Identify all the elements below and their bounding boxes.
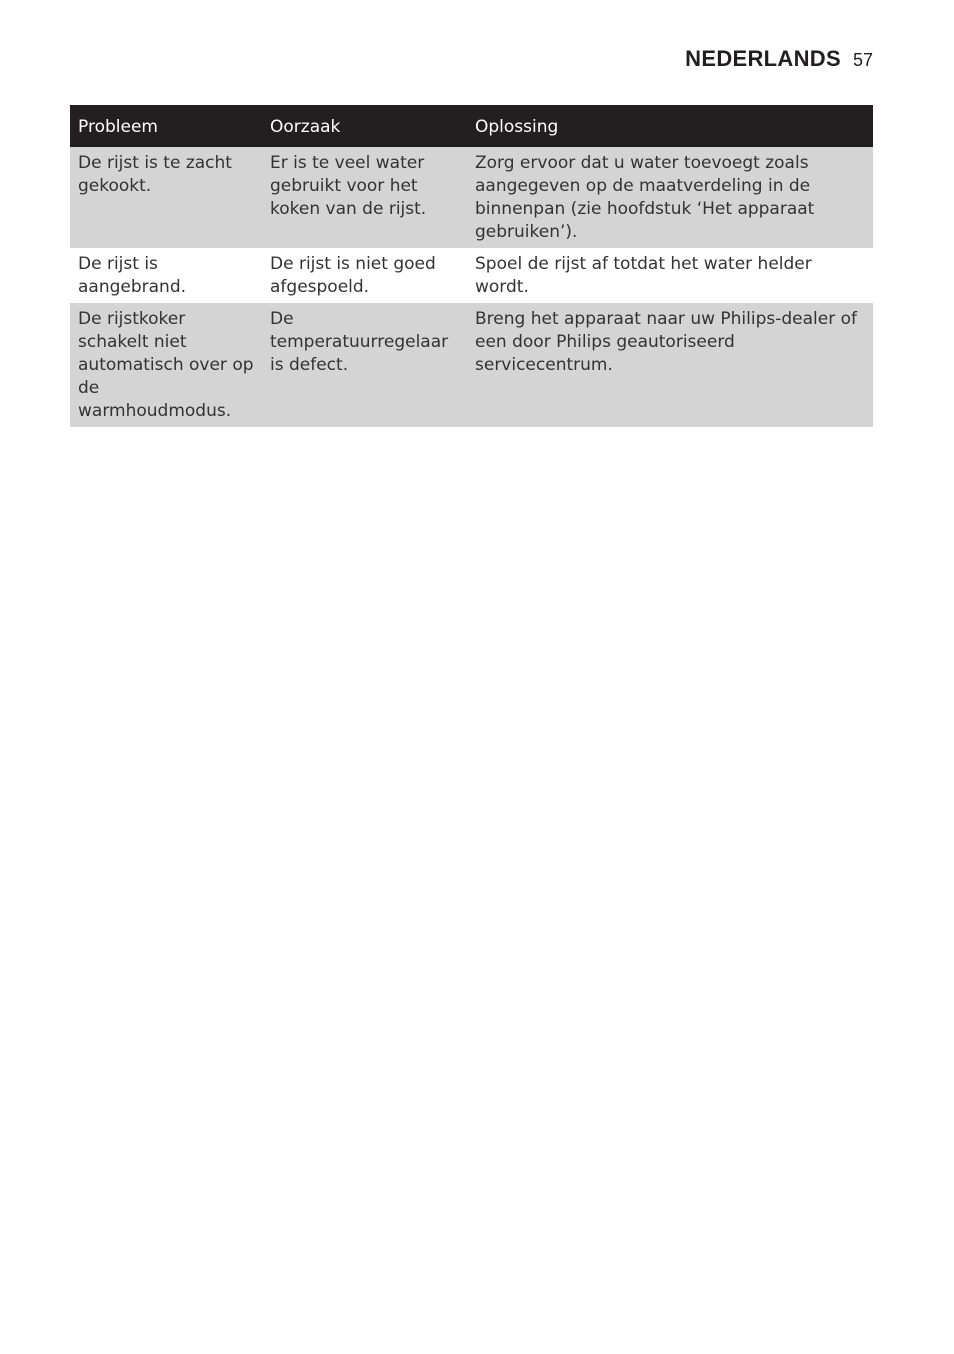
column-header-cause: Oorzaak [262, 105, 467, 147]
cell-problem: De rijstkoker schakelt niet automatisch over op de warmhoudmodus. [70, 303, 262, 427]
cell-problem: De rijst is aangebrand. [70, 248, 262, 303]
page-header [685, 46, 873, 72]
language-label: NEDERLANDS [685, 46, 841, 71]
table-row [70, 303, 873, 427]
cell-problem: De rijst is te zacht gekookt. [70, 147, 262, 248]
page-number: 57 [852, 50, 873, 70]
table-row [70, 248, 873, 303]
table-row [70, 147, 873, 248]
cell-cause: Er is te veel water gebruikt voor het koken van de rijst. [262, 147, 467, 248]
cell-solution: Breng het apparaat naar uw Philips-dealer of een door Philips geautoriseerd servicecentrum. [467, 303, 873, 427]
table-header-row [70, 105, 873, 147]
cell-cause: De temperatuurregelaar is defect. [262, 303, 467, 427]
cell-solution: Spoel de rijst af totdat het water helder wordt. [467, 248, 873, 303]
cell-cause: De rijst is niet goed afgespoeld. [262, 248, 467, 303]
cell-solution: Zorg ervoor dat u water toevoegt zoals aangegeven op de maatverdeling in de binnenpan (zie hoofdstuk ‘Het apparaat gebruiken’). [467, 147, 873, 248]
column-header-problem: Probleem [70, 105, 262, 147]
troubleshooting-table [70, 105, 873, 427]
column-header-solution: Oplossing [467, 105, 873, 147]
